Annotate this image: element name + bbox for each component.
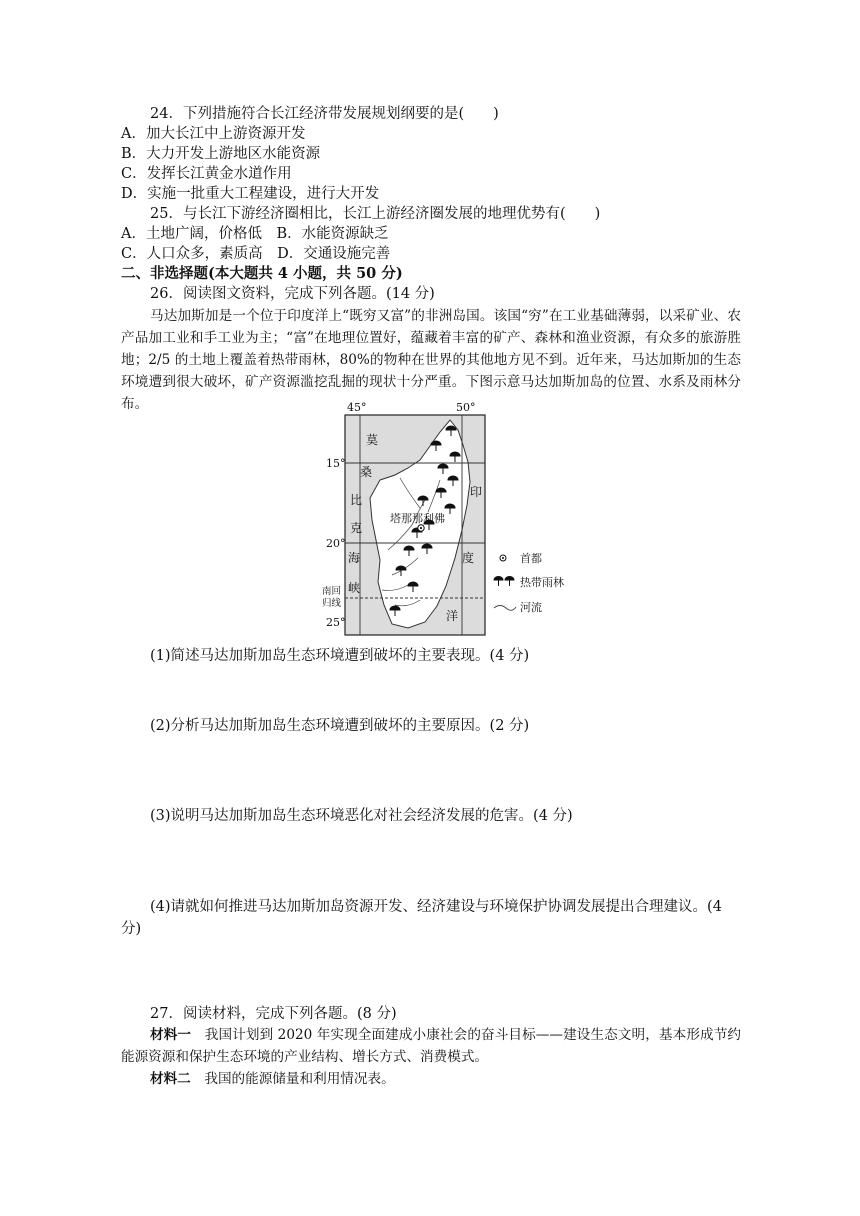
legend-rainforest-icon	[494, 577, 514, 587]
capital-label: 塔那那利佛	[390, 512, 445, 525]
capital-marker	[418, 525, 424, 531]
lat-label-15: 15°	[326, 457, 346, 470]
q26-sub1: (1)简述马达加斯加岛生态环境遭到破坏的主要表现。(4 分)	[150, 648, 530, 664]
q26-material-text: 马达加斯加是一个位于印度洋上“既穷又富”的非洲岛国。该国“穷”在工业基础薄弱，以采矿业、农产品加工业和手工业为主；“富”在地理位置好，蕴藏着丰富的矿产、森林和渔业资源，有众多的旅游胜地；2/5 的土地上覆盖着热带雨林，80%的物种在世界的其他地方见不到。近年来，马达加斯加的生态环境遭到很大破坏，矿产资源滥挖乱掘的现状十分严重。下图示意马达加斯加岛的位置、水系及雨林分布。	[121, 308, 741, 412]
lon-label-50: 50°	[456, 401, 476, 414]
legend-rainforest-label: 热带雨林	[520, 576, 564, 589]
madagascar-map	[300, 400, 600, 640]
q26-stem: 26．阅读图文资料，完成下列各题。(14 分)	[150, 286, 435, 302]
section-heading: 二、非选择题(本大题共 4 小题，共 50 分)	[121, 265, 403, 282]
q25-options-ab: A．土地广阔，价格低 B．水能资源缺乏	[121, 226, 389, 242]
map-legend	[494, 551, 564, 614]
q27-m1-text: 我国计划到 2020 年实现全面建成小康社会的奋斗目标——建设生态文明，基本形成节约能源资源和保护生态环境的产业结构、增长方式、消费模式。	[121, 1027, 741, 1065]
q27-m2-label: 材料二	[150, 1071, 191, 1087]
q26-sub4-text: (4)请就如何推进马达加斯加岛资源开发、经济建设与环境保护协调发展提出合理建议。(4 分)	[121, 899, 722, 937]
q24-option-b: B．大力开发上游地区水能资源	[121, 146, 321, 162]
ocean-char-3: 洋	[446, 609, 459, 623]
legend-river-icon	[494, 606, 516, 611]
lat-label-20: 20°	[326, 537, 346, 550]
strait-char-3: 比	[350, 493, 363, 507]
q25-options-cd: C．人口众多，素质高 D．交通设施完善	[121, 246, 391, 262]
q24-option-d: D．实施一批重大工程建设，进行大开发	[121, 186, 380, 202]
legend-river-label: 河流	[520, 601, 542, 614]
ocean-char-1: 印	[470, 485, 483, 499]
q24-stem: 24．下列措施符合长江经济带发展规划纲要的是( )	[150, 106, 499, 122]
q24-option-a: A．加大长江中上游资源开发	[121, 126, 306, 142]
strait-char-5: 海	[348, 551, 361, 565]
strait-char-6: 峡	[348, 581, 361, 595]
strait-char-4: 克	[350, 521, 363, 535]
q27-stem: 27．阅读材料，完成下列各题。(8 分)	[150, 1006, 397, 1022]
q27-m1-label: 材料一	[150, 1027, 192, 1043]
lat-label-25: 25°	[326, 616, 346, 629]
ocean-char-2: 度	[462, 551, 475, 565]
legend-capital-label: 首都	[520, 552, 542, 565]
q25-stem: 25．与长江下游经济圈相比，长江上游经济圈发展的地理优势有( )	[150, 206, 601, 222]
q27-material-2	[121, 1068, 741, 1090]
q26-sub3: (3)说明马达加斯加岛生态环境恶化对社会经济发展的危害。(4 分)	[150, 808, 573, 824]
tropic-label-1: 南回	[322, 586, 342, 597]
q26-sub4	[121, 896, 741, 940]
strait-char-2: 桑	[360, 465, 373, 479]
q27-material-1	[121, 1024, 741, 1068]
q26-material	[121, 305, 741, 415]
q26-sub2: (2)分析马达加斯加岛生态环境遭到破坏的主要原因。(2 分)	[150, 718, 530, 734]
strait-char-1: 莫	[366, 433, 379, 447]
q24-option-c: C．发挥长江黄金水道作用	[121, 166, 292, 182]
tropic-label-2: 归线	[322, 598, 342, 609]
lon-label-45: 45°	[347, 401, 367, 414]
q27-m2-text: 我国的能源储量和利用情况表。	[190, 1071, 395, 1087]
